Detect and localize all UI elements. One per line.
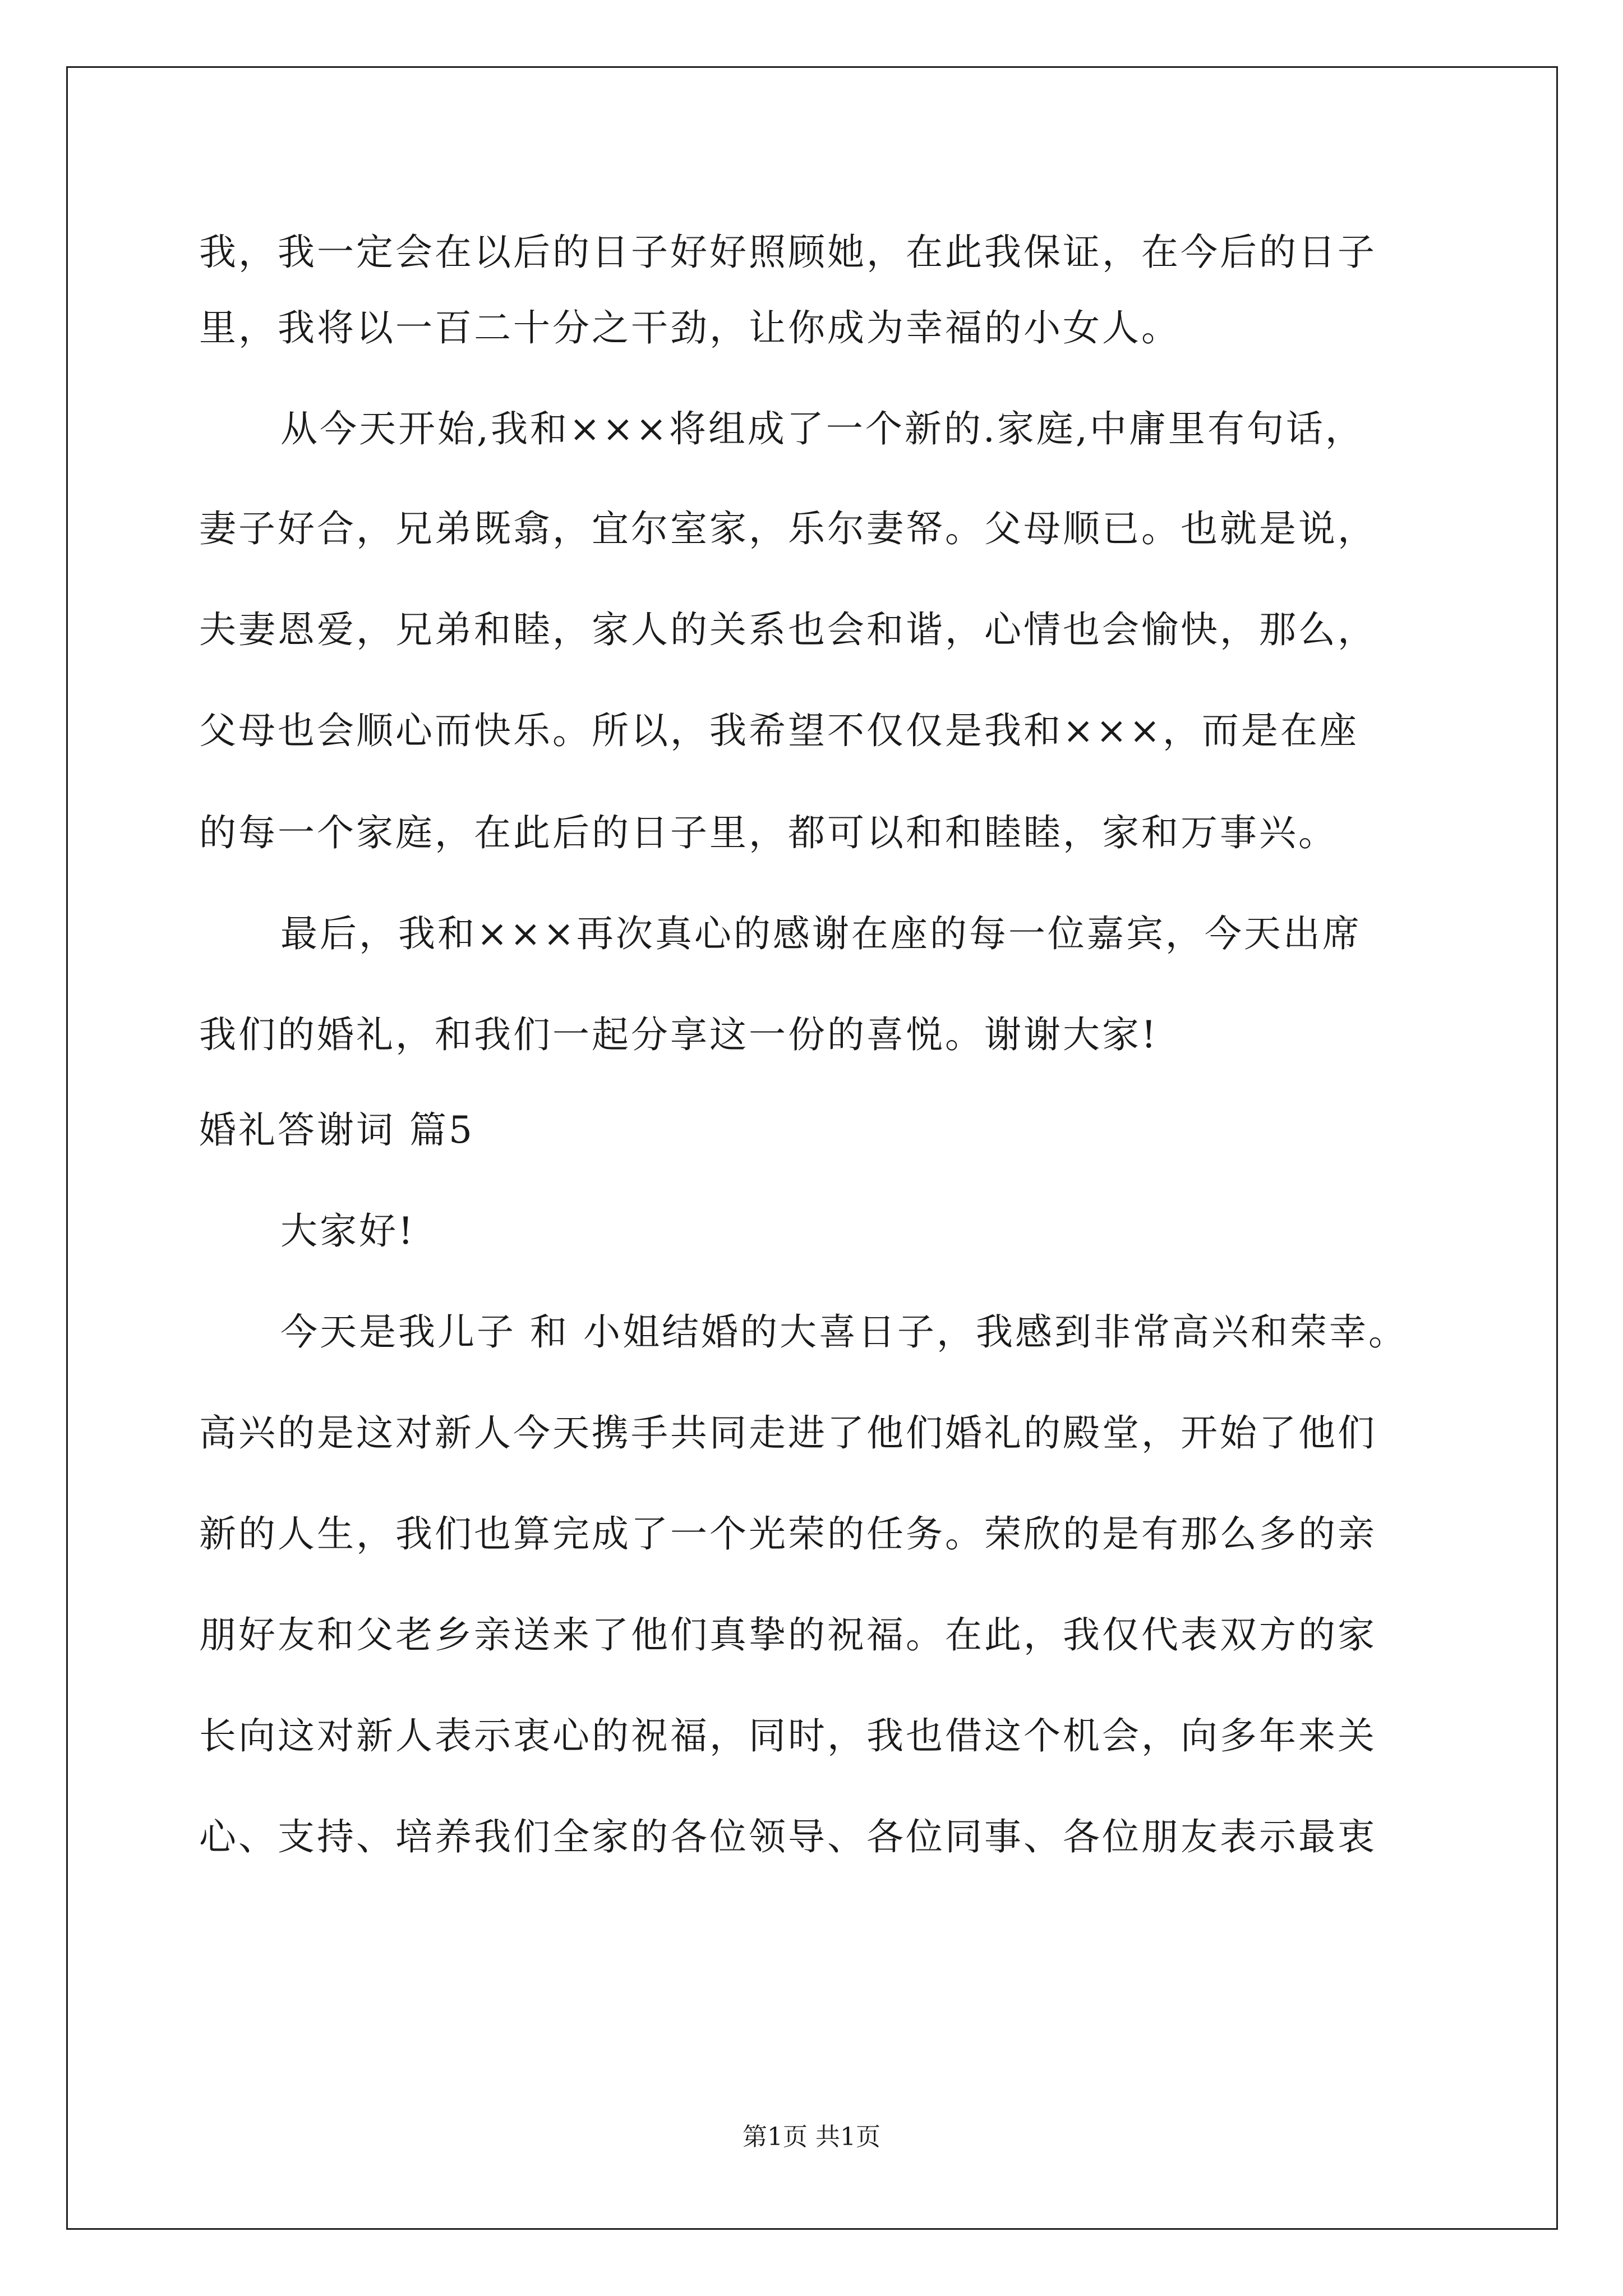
text-line-4: 妻子好合，兄弟既翕，宜尔室家，乐尔妻帑。父母顺已。也就是说，	[199, 507, 1377, 550]
text-line-5: 夫妻恩爱，兄弟和睦，家人的关系也会和谐，心情也会愉快，那么，	[199, 608, 1377, 651]
text-line-16: 长向这对新人表示衷心的祝福，同时，我也借这个机会，向多年来关	[199, 1714, 1377, 1757]
paragraph-start-line: 最后，我和×××再次真心的感谢在座的每一位嘉宾，今天出席	[280, 912, 1362, 955]
text-line-17: 心、支持、培养我们全家的各位领导、各位同事、各位朋友表示最衷	[199, 1815, 1377, 1858]
text-line-2: 里，我将以一百二十分之干劲，让你成为幸福的小女人。	[199, 306, 1181, 349]
text-line-1: 我，我一定会在以后的日子好好照顾她，在此我保证，在今后的日子	[199, 231, 1377, 274]
text-line-9: 我们的婚礼，和我们一起分享这一份的喜悦。谢谢大家!	[199, 1013, 1159, 1056]
text-line-13: 高兴的是这对新人今天携手共同走进了他们婚礼的殿堂，开始了他们	[199, 1411, 1377, 1455]
text-line-7: 的每一个家庭，在此后的日子里，都可以和和睦睦，家和万事兴。	[199, 811, 1338, 854]
paragraph-start-line: 从今天开始,我和×××将组成了一个新的.家庭,中庸里有句话，	[280, 407, 1364, 450]
section-heading: 婚礼答谢词 篇5	[199, 1108, 474, 1152]
text-line-14: 新的人生，我们也算完成了一个光荣的任务。荣欣的是有那么多的亲	[199, 1512, 1377, 1556]
text-line-15: 朋好友和父老乡亲送来了他们真挚的祝福。在此，我仅代表双方的家	[199, 1613, 1377, 1657]
page-footer: 第1页 共1页	[743, 2123, 880, 2151]
text-line-6: 父母也会顺心而快乐。所以，我希望不仅仅是我和×××，而是在座	[199, 709, 1359, 752]
greeting-line: 大家好!	[280, 1209, 416, 1253]
paragraph-start-line: 今天是我儿子 和 小姐结婚的大喜日子，我感到非常高兴和荣幸。	[280, 1310, 1408, 1354]
